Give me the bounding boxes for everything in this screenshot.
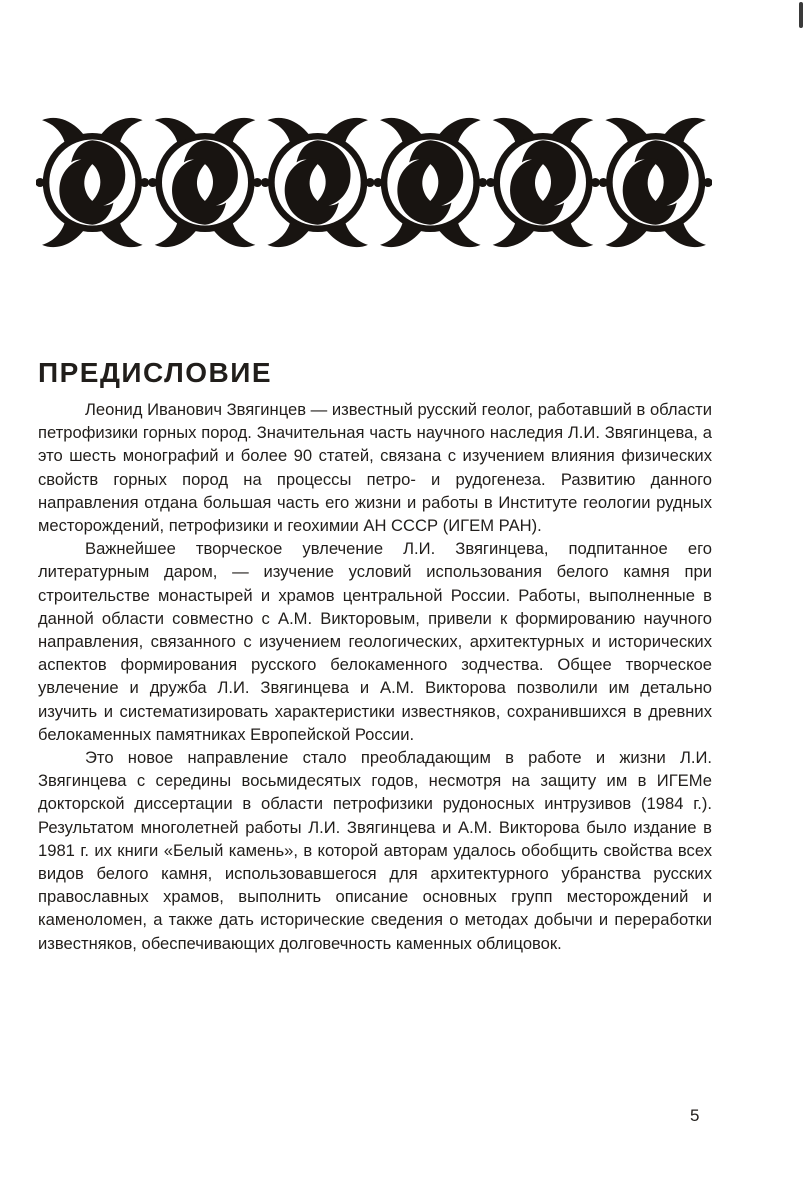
preface-paragraph-2: Важнейшее творческое увлечение Л.И. Звягинцева, подпитанное его литературным даром, — изучение условий использования белого камня при строительстве монастырей и храмов центральной России. Работы, выполненные в данной области совместно с А.М. Викторовым, привели к формированию научного направления, связанного с изучением геологических, архитектурных и исторических аспектов формирования русского белокаменного зодчества. Общее творческое увлечение и дружба Л.И. Звягинцева и А.М. Викторова позволили им детально изучить и систематизировать характеристики известняков, сохранившихся в древних белокаменных памятниках Европейской России.	[38, 539, 712, 744]
preface-paragraph-3: Это новое направление стало преобладающим в работе и жизни Л.И. Звягинцева с середины восьмидесятых годов, несмотря на защиту им в ИГЕМе докторской диссертации в области петрофизики рудоносных интрузивов (1984 г.). Результатом многолетней работы Л.И. Звягинцева и А.М. Викторова было издание в 1981 г. их книги «Белый камень», в которой авторам удалось обобщить свойства всех видов белого камня, использовавшегося для архитектурного убранства русских православных храмов, выполнить описание основных групп месторождений и каменоломен, а также дать исторические сведения о методах добычи и переработки известняков, обеспечивающих долговечность каменных облицовок.	[38, 748, 712, 953]
scan-artifact-mark	[799, 2, 803, 28]
preface-body	[38, 398, 712, 955]
preface-paragraph-1: Леонид Иванович Звягинцев — известный русский геолог, работавший в области петрофизики горных пород. Значительная часть научного наследия Л.И. Звягинцева, а это шесть монографий и более 90 статей, связана с изучением влияния физических свойств горных пород на процессы петро- и рудогенеза. Развитию данного направления отдана большая часть его жизни и работы в Институте геологии рудных месторождений, петрофизики и геохимии АН СССР (ИГЕМ РАН).	[38, 400, 713, 536]
chapter-title: ПРЕДИСЛОВИЕ	[38, 356, 273, 388]
page-number: 5	[690, 1106, 700, 1125]
ornament-band	[36, 110, 712, 251]
